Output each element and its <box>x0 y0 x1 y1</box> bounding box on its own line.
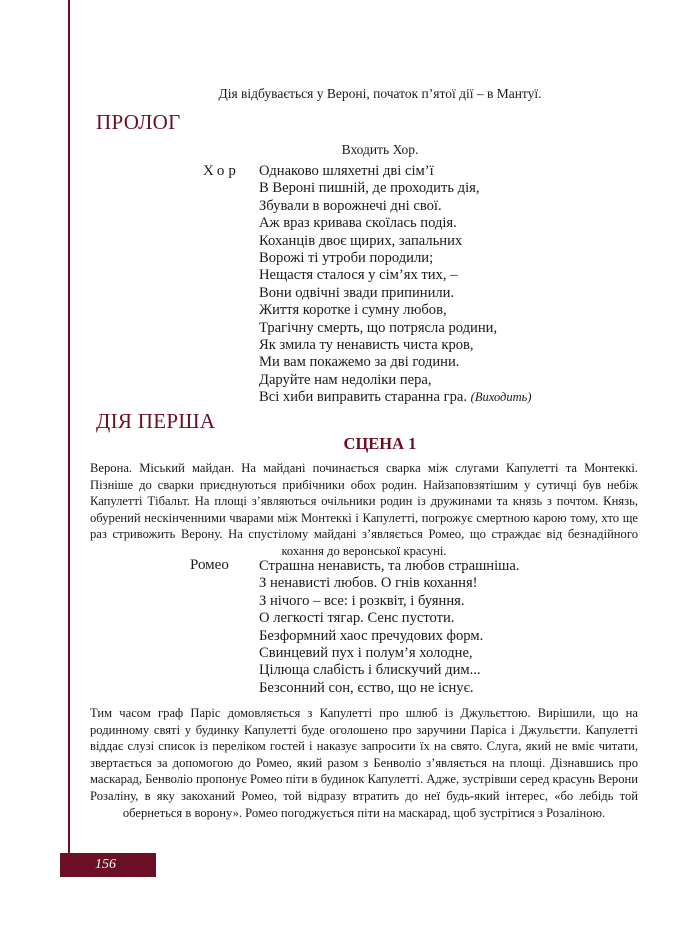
setting-note: Дія відбувається у Вероні, початок п’ятої дії – в Мантуї. <box>218 86 542 101</box>
scene-summary-2: Тим часом граф Паріс домовляється з Капулетті про шлюб із Джульєттою. Вирішили, що на родинному святі у будинку Капулетті буде оголошено про заручини Паріса і Джульєтти. Капулетті віддає слузі список із переліком гостей і наказує запросити їх на свято. Слуга, який не вміє читати, звертається за допомогою до Ромео, який разом з Бенволіо з’являється на площі. Дізнавшись про маскарад, Бенволіо пропонує Ромео піти в будинок Капулетті. Адже, зустрівши серед красунь Верони Розаліну, в яку закоханий Ромео, той відразу втратить до неї будь-який інтерес, «бо лебідь той обернеться в ворону». Ромео погоджується піти на маскарад, щоб зустрітися з Розаліною. <box>90 706 638 820</box>
verse-line: О легкості тягар. Сенс пустоти. <box>259 610 455 627</box>
verse-line: Нещастя сталося у сім’ях тих, – <box>259 267 458 284</box>
verse-line: Цілюща слабість і блискучий дим... <box>259 662 481 679</box>
verse-line: Як змила ту ненависть чиста кров, <box>259 336 474 353</box>
verse-line: Свинцевий пух і полум’я холодне, <box>259 644 473 661</box>
verse-line: Вони одвічні звади припинили. <box>259 284 455 301</box>
romeo-speaker: Ромео <box>190 557 229 573</box>
verse-line: Ми вам покажемо за дві години. <box>259 354 460 371</box>
verse-line: Страшна ненависть, та любов страшніша. <box>259 558 520 574</box>
verse-line: З нічого – все: і розквіт, і буяння. <box>259 592 465 609</box>
act-one-heading: ДІЯ ПЕРША <box>96 409 216 433</box>
verse-line: Безформний хаос пречудових форм. <box>259 627 484 644</box>
verse-line: Ворожі ті утроби породили; <box>259 249 434 266</box>
exit-stage-direction: (Виходить) <box>470 390 532 405</box>
verse-line: Збували в ворожнечі дні свої. <box>259 197 442 214</box>
prologue-verse <box>259 163 532 406</box>
page-margin-rule <box>68 0 70 856</box>
verse-line: Коханців двоє щирих, запальних <box>259 232 463 249</box>
romeo-verse <box>259 558 520 697</box>
prologue-stage-direction: Входить Хор. <box>341 142 419 157</box>
verse-line: Життя коротке і сумну любов, <box>259 302 447 319</box>
verse-line: Аж враз кривава скоїлась подія. <box>259 215 457 232</box>
verse-line: В Вероні пишній, де проходить дія, <box>259 180 480 197</box>
prologue-speaker: Хор <box>203 163 240 179</box>
verse-line: Безсонний сон, єство, що не існує. <box>259 679 474 696</box>
verse-line-text: Всі хиби виправить старанна гра. <box>259 389 468 406</box>
verse-line: Однаково шляхетні дві сім’ї <box>259 163 434 179</box>
prologue-heading: ПРОЛОГ <box>96 110 181 134</box>
scene-title: СЦЕНА 1 <box>343 434 417 453</box>
page-number: 156 <box>95 857 116 872</box>
verse-line: З ненависті любов. О гнів кохання! <box>259 575 478 592</box>
verse-line <box>259 389 532 406</box>
verse-line: Даруйте нам недоліки пера, <box>259 371 432 388</box>
scene-summary-1: Верона. Міський майдан. На майдані починається сварка між слугами Капулетті та Монтеккі. Пізніше до сварки приєднуються прибічники обох родин. Найзаповзятішим у сутичці був небіж Капулетті Тібальт. На площі з’являються очільники родин із дружинами та князь з почтом. Князь, обурений нескінченними чварами між Монтеккі і Капулетті, погрожує смертною карою тому, хто ще раз стривожить Верону. На спустілому майдані з’являється Ромео, що страждає від безнадійного кохання до веронської красуні. <box>90 461 638 558</box>
verse-line: Трагічну смерть, що потрясла родини, <box>259 319 498 336</box>
